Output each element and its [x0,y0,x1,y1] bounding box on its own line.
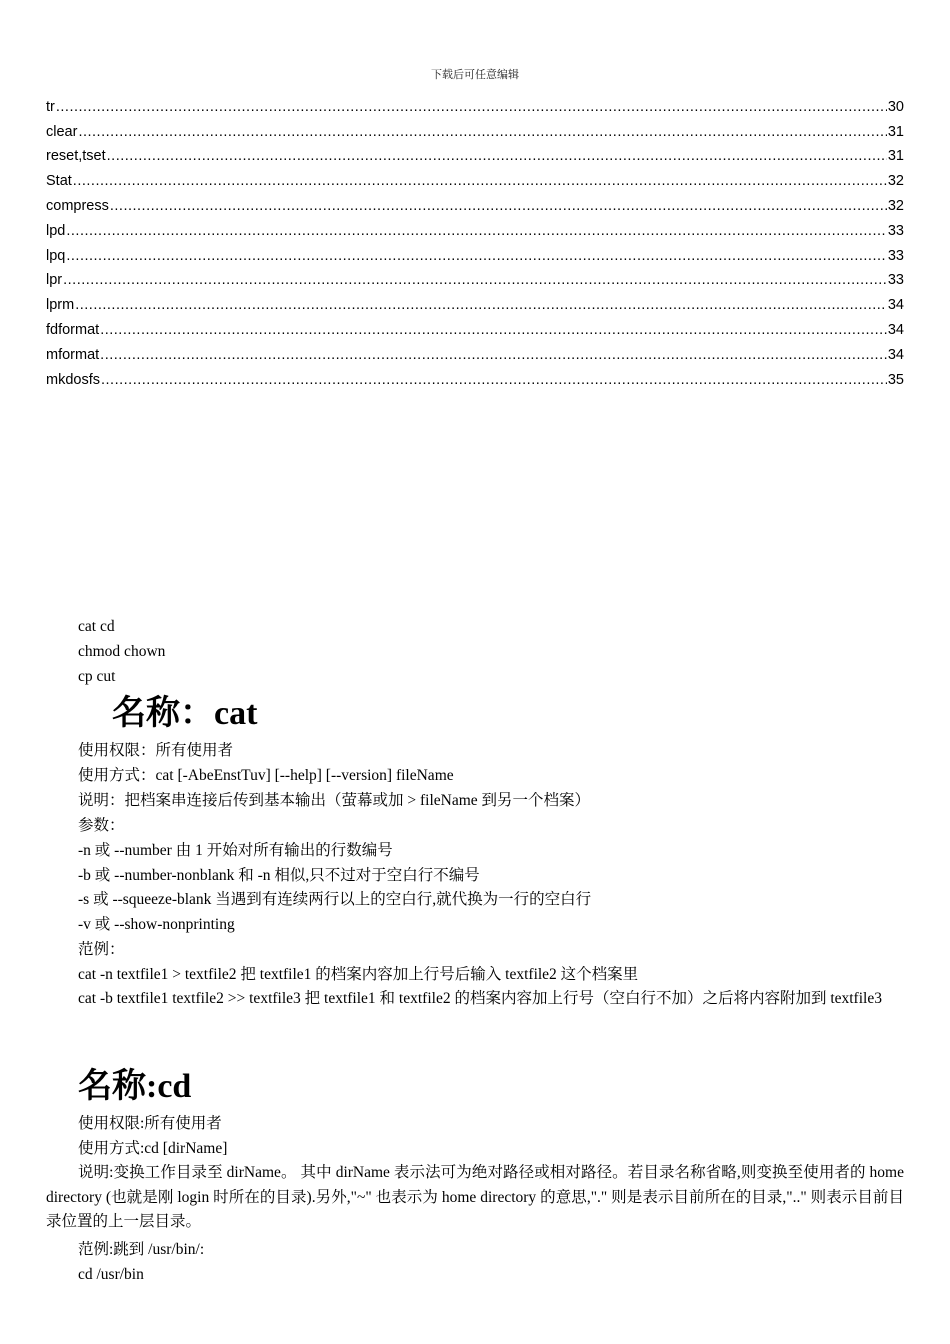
toc-page-number: 33 [887,247,904,264]
toc-entry[interactable] [46,117,904,142]
cat-permission: 使用权限：所有使用者 [78,742,234,759]
cat-param: -v 或 --show-nonprinting [78,916,235,933]
toc-entry[interactable] [46,340,904,365]
cd-example-label: 范例:跳到 /usr/bin/: [78,1241,205,1258]
cat-param: -s 或 --squeeze-blank 当遇到有连续两行以上的空白行,就代换为一行的空白行 [78,891,592,908]
cat-example: cat -n textfile1 > textfile2 把 textfile1 的档案内容加上行号后输入 textfile2 这个档案里 [78,966,639,983]
toc-page-number: 34 [887,321,904,338]
cd-heading: 名称:cd [78,1068,192,1105]
cd-example-command: cd /usr/bin [78,1266,144,1283]
toc-leader [110,196,887,216]
command-list-line: cp cut [78,668,116,685]
cat-heading: 名称：cat [112,695,258,732]
toc-leader [100,345,887,365]
page-header: 下载后可任意编辑 [431,68,519,81]
toc-page-number: 32 [887,173,904,190]
toc-entry[interactable] [46,365,904,390]
toc-leader [78,122,886,142]
cat-example-paragraph: cat -b textfile1 textfile2 >> textfile3 把 textfile1 和 textfile2 的档案内容加上行号（空白行不加）之后将内容附加到 textfile3 [78,990,882,1007]
toc-page-number: 31 [887,148,904,165]
toc-page-number: 33 [887,222,904,239]
command-list-line: cat cd [78,618,115,635]
toc-page-number: 34 [887,297,904,314]
toc-title: clear [46,123,78,140]
toc-leader [56,97,887,117]
cd-usage: 使用方式:cd [dirName] [78,1140,228,1157]
toc-leader [66,221,887,241]
toc-title: lpq [46,247,66,264]
toc-title: lpd [46,222,66,239]
toc-leader [75,295,887,315]
toc-title: reset,tset [46,148,106,165]
toc-title: mformat [46,346,100,363]
toc-entry[interactable] [46,241,904,266]
toc-page-number: 35 [887,371,904,388]
toc-title: lprm [46,297,75,314]
toc-leader [63,270,887,290]
cat-param: -n 或 --number 由 1 开始对所有输出的行数编号 [78,842,393,859]
toc-page-number: 32 [887,197,904,214]
toc-leader [66,246,887,266]
cd-permission: 使用权限:所有使用者 [78,1115,222,1132]
cat-param: -b 或 --number-nonblank 和 -n 相似,只不过对于空白行不编号 [78,867,480,884]
toc-entry[interactable] [46,290,904,315]
toc-leader [100,320,887,340]
cat-params-label: 参数： [78,817,125,834]
toc-page-number: 30 [887,98,904,115]
toc-entry[interactable] [46,191,904,216]
cd-description: 说明:变换工作目录至 dirName。 其中 dirName 表示法可为绝对路径或相对路径。若目录名称省略,则变换至使用者的 home directory (也就是刚 login 时所在的目录).另外,"~" 也表示为 home directory 的意思,"." 则是表示目前所在的目录,".." 则表示目前目录位置的上一层目录。 [46,1164,904,1230]
toc-page-number: 31 [887,123,904,140]
command-list-line: chmod chown [78,643,166,660]
toc-page-number: 33 [887,272,904,289]
toc-entry[interactable] [46,142,904,167]
toc-page-number: 34 [887,346,904,363]
cat-examples-label: 范例： [78,941,125,958]
toc-leader [101,370,887,390]
table-of-contents [46,92,904,390]
toc-title: fdformat [46,321,100,338]
toc-title: Stat [46,173,72,190]
toc-entry[interactable] [46,166,904,191]
toc-title: compress [46,197,109,214]
toc-entry[interactable] [46,92,904,117]
toc-entry[interactable] [46,266,904,291]
toc-leader [107,146,887,166]
cat-usage: 使用方式：cat [-AbeEnstTuv] [--help] [--version] fileName [78,767,454,784]
toc-leader [73,171,887,191]
toc-entry[interactable] [46,216,904,241]
toc-entry[interactable] [46,315,904,340]
toc-title: lpr [46,272,63,289]
cat-description: 说明：把档案串连接后传到基本输出（萤幕或加 > fileName 到另一个档案） [78,792,591,809]
toc-title: mkdosfs [46,371,100,388]
toc-title: tr [46,98,55,115]
